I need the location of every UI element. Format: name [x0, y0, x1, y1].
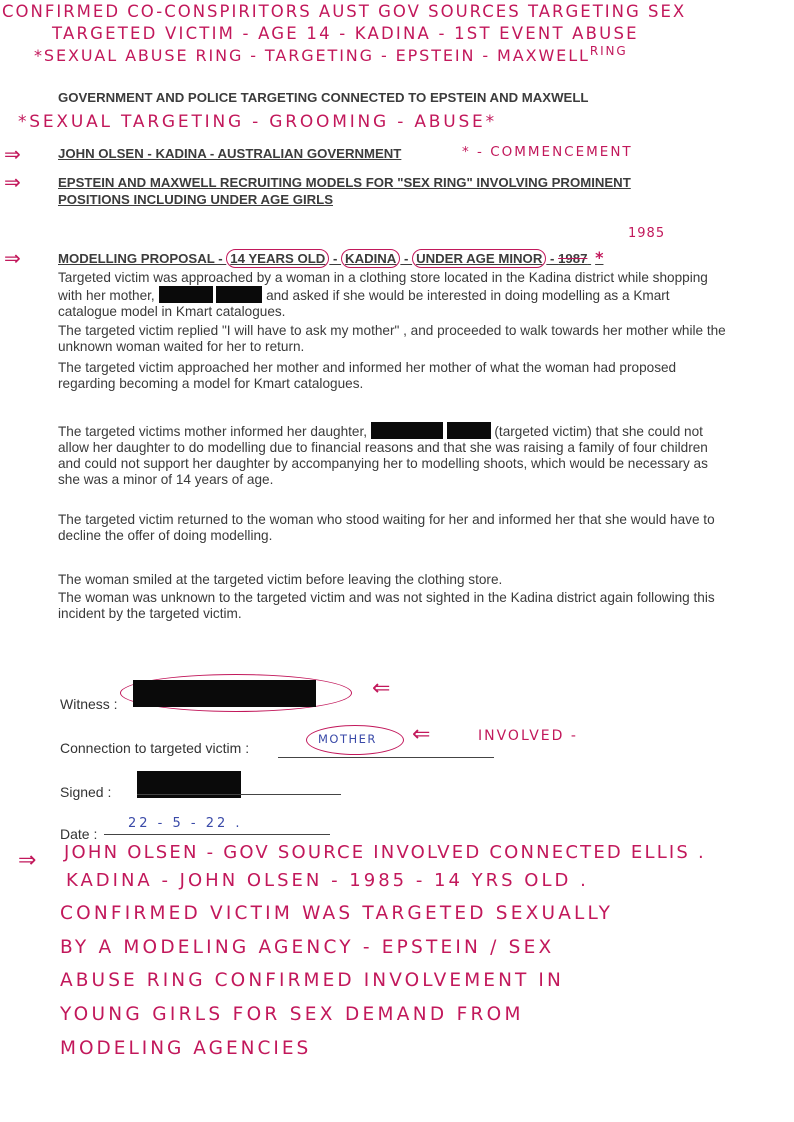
arrow-icon: ⇒ [18, 848, 37, 873]
handwritten-note-bottom-5: ABUSE RING CONFIRMED INVOLVEMENT IN [60, 970, 564, 991]
signed-line [137, 794, 341, 795]
redacted-name [447, 422, 491, 439]
paragraph-approach: Targeted victim was approached by a woman in a clothing store located in the Kadina district while shopping with her mother, and asked if she would be interested in doing modelling as a Kmart catalogue model in Kmart catalogues. [58, 270, 708, 319]
handwritten-note-commencement: * - COMMENCEMENT [462, 144, 633, 160]
handwritten-note-bottom-2: KADINA - JOHN OLSEN - 1985 - 14 YRS OLD . [66, 870, 589, 891]
handwritten-note-bottom-1: JOHN OLSEN - GOV SOURCE INVOLVED CONNECTED ELLIS . [64, 842, 706, 863]
handwritten-note-year: 1985 [628, 226, 666, 241]
handwritten-note-sexual-targeting: *SEXUAL TARGETING - GROOMING - ABUSE* [18, 112, 497, 132]
date-value: 22 - 5 - 22 . [128, 816, 243, 831]
connection-value: MOTHER [318, 732, 377, 746]
redacted-name [216, 286, 262, 303]
handwritten-note-bottom-4: BY A MODELING AGENCY - EPSTEIN / SEX [60, 937, 555, 958]
redacted-name [371, 422, 443, 439]
paragraph-mother-decline: The targeted victims mother informed her daughter, (targeted victim) that she could not allow her daughter to do modelling due to financial reasons and that she was raising a family of four children and could not support her daughter by accompanying her to modelling shoots, which would be necessary as she was a minor of 14 years of age. [58, 424, 708, 487]
handwritten-note-bottom-6: YOUNG GIRLS FOR SEX DEMAND FROM [60, 1004, 524, 1025]
arrow-left-icon: ⇐ [372, 676, 391, 701]
handwritten-note-line3: *SEXUAL ABUSE RING - TARGETING - EPSTEIN - $MAXWELL^{RING}$ [34, 44, 628, 65]
heading-epstein-maxwell: EPSTEIN AND MAXWELL RECRUITING MODELS FOR "SEX RING" INVOLVING PROMINENT POSITIONS INCLUDING UNDER AGE GIRLS [58, 175, 631, 207]
paragraph-woman-smiled: The woman smiled at the targeted victim before leaving the clothing store. [58, 572, 503, 587]
handwritten-note-line1: CONFIRMED CO-CONSPIRITORS AUST GOV SOURCES TARGETING SEX [2, 2, 687, 21]
paragraph-reply: The targeted victim replied "I will have to ask my mother" , and proceeded to walk towards her mother while the unknown woman waited for her to return. [58, 323, 726, 354]
handwritten-note-line2: TARGETED VICTIM - AGE 14 - KADINA - 1ST EVENT ABUSE [52, 24, 639, 43]
witness-label: Witness : [60, 696, 118, 712]
connection-label: Connection to targeted victim : [60, 740, 250, 756]
arrow-icon: ⇒ [4, 142, 21, 166]
handwritten-note-bottom-7: MODELING AGENCIES [60, 1038, 312, 1059]
date-line [104, 834, 330, 835]
handwritten-note-involved: INVOLVED - [478, 728, 578, 744]
heading-john-olsen: JOHN OLSEN - KADINA - AUSTRALIAN GOVERNMENT [58, 146, 402, 161]
date-label: Date : [60, 826, 98, 842]
arrow-icon: ⇒ [4, 246, 21, 270]
signed-label: Signed : [60, 784, 112, 800]
connection-line [278, 757, 494, 758]
witness-redacted [133, 680, 316, 707]
redacted-name [159, 286, 213, 303]
paragraph-informed-mother: The targeted victim approached her mother and informed her mother of what the woman had proposed regarding becoming a model for Kmart catalogues. [58, 360, 677, 391]
arrow-left-icon: ⇐ [412, 722, 431, 747]
arrow-icon: ⇒ [4, 170, 21, 194]
paragraph-returned: The targeted victim returned to the woman who stood waiting for her and informed her that she would have to decline the offer of doing modelling. [58, 512, 715, 543]
document-title: GOVERNMENT AND POLICE TARGETING CONNECTED TO EPSTEIN AND MAXWELL [58, 90, 589, 105]
asterisk-mark: * [595, 248, 604, 267]
paragraph-woman-unknown: The woman was unknown to the targeted victim and was not sighted in the Kadina district again following this incident by the targeted victim. [58, 590, 715, 621]
heading-modelling-proposal: MODELLING PROPOSAL - 14 YEARS OLD - KADINA - UNDER AGE MINOR - 1987 * [58, 248, 604, 267]
handwritten-note-bottom-3: CONFIRMED VICTIM WAS TARGETED SEXUALLY [60, 903, 614, 924]
